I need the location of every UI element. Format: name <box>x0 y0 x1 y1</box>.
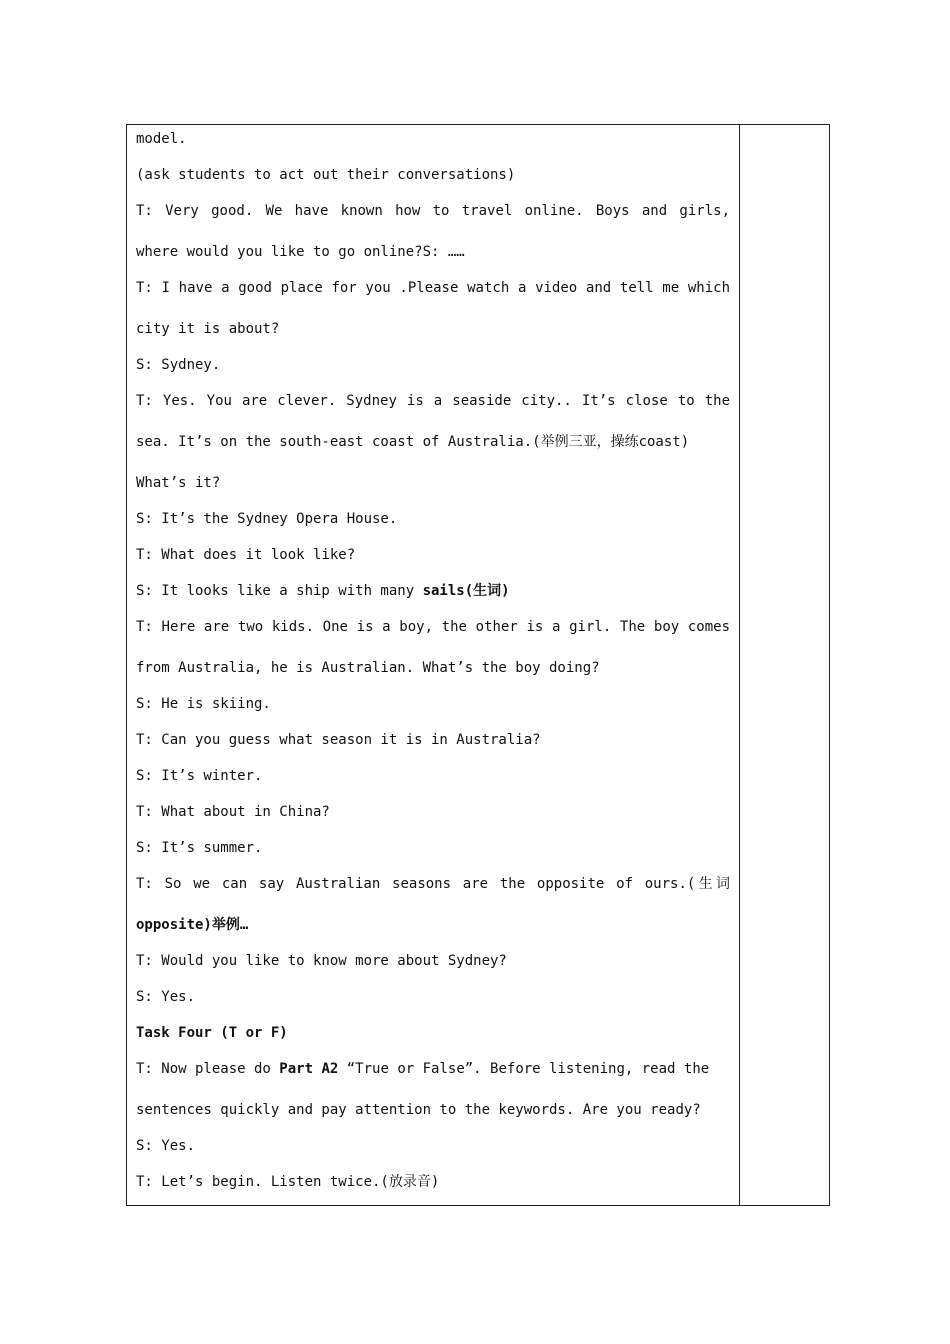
text-line: T: Here are two kids. One is a boy, the other is a girl. The boy comes <box>136 619 730 635</box>
text-line: city it is about? <box>136 321 280 337</box>
text-line: S: It’s winter. <box>136 768 263 784</box>
text-line: S: He is skiing. <box>136 696 271 712</box>
text-line: from Australia, he is Australian. What’s the boy doing? <box>136 660 600 676</box>
text-line: T: Yes. You are clever. Sydney is a seaside city.. It’s close to the <box>136 393 730 409</box>
text-line: T: So we can say Australian seasons are the opposite of ours.(生词 <box>136 876 730 892</box>
section-heading: Task Four (T or F) <box>136 1025 288 1041</box>
text-line: S: Yes. <box>136 989 196 1005</box>
text-line: sentences quickly and pay attention to the keywords. Are you ready? <box>136 1102 701 1118</box>
text-run: S: It looks like a ship with many <box>136 583 423 599</box>
text-line: T: Would you like to know more about Sydney? <box>136 953 507 969</box>
text-line: S: Sydney. <box>136 357 221 373</box>
text-line: sea. It’s on the south-east coast of Australia.(举例三亚，操练coast) <box>136 434 690 450</box>
text-line <box>136 1060 730 1078</box>
lesson-table <box>126 124 830 1206</box>
text-line: (ask students to act out their conversations) <box>136 167 516 183</box>
part-label: Part A2 <box>279 1061 339 1077</box>
text-line: model. <box>136 131 187 147</box>
text-line: S: Yes. <box>136 1138 196 1154</box>
text-line <box>136 582 730 600</box>
text-line: T: What about in China? <box>136 804 330 820</box>
text-line: T: Let’s begin. Listen twice.(放录音) <box>136 1174 440 1190</box>
text-run: “True or False”. Before listening, read the <box>338 1061 710 1077</box>
text-line: where would you like to go online?S: …… <box>136 244 465 260</box>
text-line: opposite)举例… <box>136 917 249 933</box>
text-line: What’s it? <box>136 475 221 491</box>
vocab-term: sails(生词) <box>422 583 510 599</box>
text-line: T: What does it look like? <box>136 547 356 563</box>
column-divider <box>739 125 740 1205</box>
text-line: T: I have a good place for you .Please watch a video and tell me which <box>136 280 730 296</box>
text-line: S: It’s summer. <box>136 840 263 856</box>
text-run: T: Now please do <box>136 1061 280 1077</box>
text-line: T: Very good. We have known how to travel online. Boys and girls, <box>136 203 730 219</box>
text-line: S: It’s the Sydney Opera House. <box>136 511 398 527</box>
text-line: T: Can you guess what season it is in Australia? <box>136 732 541 748</box>
